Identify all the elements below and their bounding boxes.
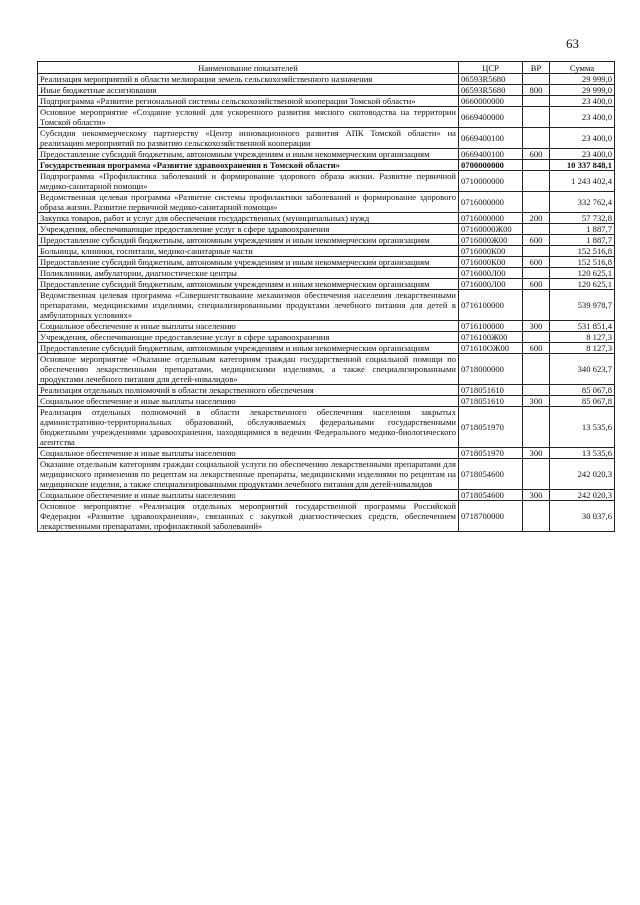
row-name-cell: Социальное обеспечение и иные выплаты населению: [38, 448, 459, 459]
row-sum-cell: 13 535,6: [550, 407, 615, 448]
table-row: [38, 224, 615, 235]
row-sum-cell: 152 516,8: [550, 257, 615, 268]
table-row: [38, 321, 615, 332]
row-code-cell: 0716000Ж00: [459, 235, 523, 246]
row-code-cell: 07160000Ж00: [459, 224, 523, 235]
row-vr-cell: 600: [523, 257, 550, 268]
row-code-cell: 0716100000: [459, 290, 523, 321]
table-row: [38, 149, 615, 160]
row-sum-cell: 1 887,7: [550, 235, 615, 246]
row-code-cell: 06593R5680: [459, 85, 523, 96]
row-code-cell: 0718054600: [459, 459, 523, 490]
row-name-cell: Предоставление субсидий бюджетным, автономным учреждениям и иным некоммерческим организациям: [38, 257, 459, 268]
header-sum: Сумма: [550, 62, 615, 74]
row-sum-cell: 23 400,0: [550, 128, 615, 149]
row-sum-cell: 340 623,7: [550, 354, 615, 385]
table-row: [38, 332, 615, 343]
row-vr-cell: [523, 160, 550, 171]
table-row: [38, 160, 615, 171]
row-name-cell: Предоставление субсидий бюджетным, автономным учреждениям и иным некоммерческим организациям: [38, 235, 459, 246]
table-row: [38, 459, 615, 490]
table-row: [38, 407, 615, 448]
row-code-cell: 0716000000: [459, 192, 523, 213]
row-sum-cell: 120 625,1: [550, 268, 615, 279]
row-name-cell: Реализация отдельных полномочий в области лекарственного обеспечения: [38, 385, 459, 396]
row-vr-cell: 600: [523, 343, 550, 354]
row-sum-cell: 8 127,3: [550, 343, 615, 354]
row-code-cell: 0716000К00: [459, 257, 523, 268]
row-code-cell: 0716100Ж00: [459, 332, 523, 343]
row-code-cell: 0718051610: [459, 385, 523, 396]
row-name-cell: Учреждения, обеспечивающие предоставление услуг в сфере здравоохранения: [38, 332, 459, 343]
row-name-cell: Основное мероприятие «Реализация отдельных мероприятий государственной программы Российской Федерации «Развитие здравоохранения», связанных с закупкой диагностических средств, обеспечением лекарственными препаратами, профилактикой заболеваний»: [38, 501, 459, 532]
row-code-cell: 0669400100: [459, 128, 523, 149]
row-vr-cell: [523, 224, 550, 235]
row-name-cell: Подпрограмма «Развитие региональной системы сельскохозяйственной кооперации Томской области»: [38, 96, 459, 107]
table-row: [38, 213, 615, 224]
table-row: [38, 396, 615, 407]
row-sum-cell: 152 516,8: [550, 246, 615, 257]
row-sum-cell: 10 337 848,1: [550, 160, 615, 171]
row-sum-cell: 531 851,4: [550, 321, 615, 332]
row-name-cell: Иные бюджетные ассигнования: [38, 85, 459, 96]
row-sum-cell: 242 020,3: [550, 459, 615, 490]
row-code-cell: 071610ОЖ00: [459, 343, 523, 354]
row-code-cell: 0660000000: [459, 96, 523, 107]
table-row: [38, 74, 615, 85]
row-vr-cell: [523, 128, 550, 149]
row-sum-cell: 29 999,0: [550, 74, 615, 85]
row-vr-cell: 300: [523, 396, 550, 407]
row-sum-cell: 30 037,6: [550, 501, 615, 532]
row-vr-cell: [523, 459, 550, 490]
row-name-cell: Основное мероприятие «Оказание отдельным категориям граждан государственной социальной помощи по обеспечению лекарственными препаратами, медицинскими изделиями, а также специализированными продуктами лечебного питания для детей-инвалидов»: [38, 354, 459, 385]
table-row: [38, 192, 615, 213]
row-code-cell: 0716000К00: [459, 246, 523, 257]
row-sum-cell: 23 400,0: [550, 107, 615, 128]
row-vr-cell: 600: [523, 279, 550, 290]
row-vr-cell: 200: [523, 213, 550, 224]
row-code-cell: 0716000Л00: [459, 268, 523, 279]
row-code-cell: 0669400000: [459, 107, 523, 128]
row-sum-cell: 539 978,7: [550, 290, 615, 321]
row-sum-cell: 85 067,8: [550, 396, 615, 407]
table-row: [38, 501, 615, 532]
page-number: 63: [566, 36, 579, 51]
row-code-cell: 0718051970: [459, 448, 523, 459]
header-code: ЦСР: [459, 62, 523, 74]
row-name-cell: Закупка товаров, работ и услуг для обеспечения государственных (муниципальных) нужд: [38, 213, 459, 224]
row-name-cell: Больницы, клиники, госпитали, медико-санитарные части: [38, 246, 459, 257]
row-vr-cell: 300: [523, 490, 550, 501]
row-name-cell: Поликлиники, амбулатории, диагностические центры: [38, 268, 459, 279]
row-sum-cell: 23 400,0: [550, 149, 615, 160]
table-header-row: [38, 62, 615, 74]
row-sum-cell: 29 999,0: [550, 85, 615, 96]
row-sum-cell: 1 887,7: [550, 224, 615, 235]
row-name-cell: Социальное обеспечение и иные выплаты населению: [38, 321, 459, 332]
row-vr-cell: 600: [523, 149, 550, 160]
row-sum-cell: 8 127,3: [550, 332, 615, 343]
row-code-cell: 0716100000: [459, 321, 523, 332]
row-vr-cell: [523, 268, 550, 279]
row-code-cell: 0716000000: [459, 213, 523, 224]
header-vr: ВР: [523, 62, 550, 74]
row-vr-cell: [523, 332, 550, 343]
table-row: [38, 343, 615, 354]
table-row: [38, 128, 615, 149]
row-name-cell: Оказание отдельным категориям граждан социальной услуги по обеспечению лекарственными препаратами для медицинского применения по рецептам на лекарственные препараты, медицинскими изделиями по рецептам на медицинские изделия, а также специализированными продуктами лечебного питания для детей-инвалидов: [38, 459, 459, 490]
row-vr-cell: [523, 192, 550, 213]
row-code-cell: 0716000Л00: [459, 279, 523, 290]
table-row: [38, 246, 615, 257]
row-code-cell: 0718000000: [459, 354, 523, 385]
table-row: [38, 448, 615, 459]
row-vr-cell: [523, 354, 550, 385]
row-vr-cell: [523, 171, 550, 192]
row-sum-cell: 23 400,0: [550, 96, 615, 107]
table-row: [38, 490, 615, 501]
row-code-cell: 0718054600: [459, 490, 523, 501]
row-name-cell: Основное мероприятие «Создание условий для ускоренного развития мясного скотоводства на территории Томской области»: [38, 107, 459, 128]
row-name-cell: Учреждения, обеспечивающие предоставление услуг в сфере здравоохранения: [38, 224, 459, 235]
row-name-cell: Реализация отдельных полномочий в области лекарственного обеспечения населения закрытых административно-территориальных образований, обслуживаемых федеральными государственными бюджетными учреждениями здравоохранения, находящимися в ведении Федерального медико-биологического агентства: [38, 407, 459, 448]
row-vr-cell: [523, 74, 550, 85]
row-code-cell: 0669400100: [459, 149, 523, 160]
row-code-cell: 0718051970: [459, 407, 523, 448]
row-code-cell: 0718700000: [459, 501, 523, 532]
budget-table: [37, 61, 615, 532]
row-name-cell: Ведомственная целевая программа «Совершенствование механизмов обеспечения населения лекарственными препаратами, медицинскими изделиями, специализированными продуктами лечебного питания для детей в амбулаторных условиях»: [38, 290, 459, 321]
table-row: [38, 235, 615, 246]
row-code-cell: 06593R5680: [459, 74, 523, 85]
row-vr-cell: 300: [523, 321, 550, 332]
row-vr-cell: [523, 107, 550, 128]
row-vr-cell: [523, 290, 550, 321]
row-sum-cell: 85 067,8: [550, 385, 615, 396]
table-row: [38, 257, 615, 268]
row-sum-cell: 242 020,3: [550, 490, 615, 501]
row-name-cell: Субсидия некоммерческому партнерству «Центр инновационного развития АПК Томской области» на реализацию мероприятий по развитию сельскохозяйственной кооперации: [38, 128, 459, 149]
row-sum-cell: 13 535,6: [550, 448, 615, 459]
row-name-cell: Социальное обеспечение и иные выплаты населению: [38, 490, 459, 501]
row-name-cell: Подпрограмма «Профилактика заболеваний и формирование здорового образа жизни. Развитие первичной медико-санитарной помощи»: [38, 171, 459, 192]
table-row: [38, 279, 615, 290]
row-name-cell: Ведомственная целевая программа «Развитие системы профилактики заболеваний и формирование здорового образа жизни. Развитие первичной медико-санитарной помощи»: [38, 192, 459, 213]
row-sum-cell: 120 625,1: [550, 279, 615, 290]
row-sum-cell: 1 243 402,4: [550, 171, 615, 192]
table-row: [38, 354, 615, 385]
row-name-cell: Предоставление субсидий бюджетным, автономным учреждениям и иным некоммерческим организациям: [38, 343, 459, 354]
row-vr-cell: [523, 407, 550, 448]
row-name-cell: Предоставление субсидий бюджетным, автономным учреждениям и иным некоммерческим организациям: [38, 279, 459, 290]
table-row: [38, 290, 615, 321]
row-name-cell: Государственная программа «Развитие здравоохранения в Томской области»: [38, 160, 459, 171]
row-code-cell: 0710000000: [459, 171, 523, 192]
row-vr-cell: [523, 385, 550, 396]
row-sum-cell: 332 762,4: [550, 192, 615, 213]
row-vr-cell: [523, 96, 550, 107]
row-name-cell: Реализация мероприятий в области мелиорации земель сельскохозяйственного назначения: [38, 74, 459, 85]
table-row: [38, 85, 615, 96]
row-name-cell: Социальное обеспечение и иные выплаты населению: [38, 396, 459, 407]
row-vr-cell: 800: [523, 85, 550, 96]
table-row: [38, 268, 615, 279]
table-row: [38, 385, 615, 396]
table-row: [38, 171, 615, 192]
row-vr-cell: 300: [523, 448, 550, 459]
header-name: Наименование показателей: [38, 62, 459, 74]
table-row: [38, 107, 615, 128]
row-name-cell: Предоставление субсидий бюджетным, автономным учреждениям и иным некоммерческим организациям: [38, 149, 459, 160]
row-vr-cell: [523, 501, 550, 532]
row-code-cell: 0700000000: [459, 160, 523, 171]
row-sum-cell: 57 732,8: [550, 213, 615, 224]
row-vr-cell: [523, 246, 550, 257]
row-vr-cell: 600: [523, 235, 550, 246]
row-code-cell: 0718051610: [459, 396, 523, 407]
table-row: [38, 96, 615, 107]
